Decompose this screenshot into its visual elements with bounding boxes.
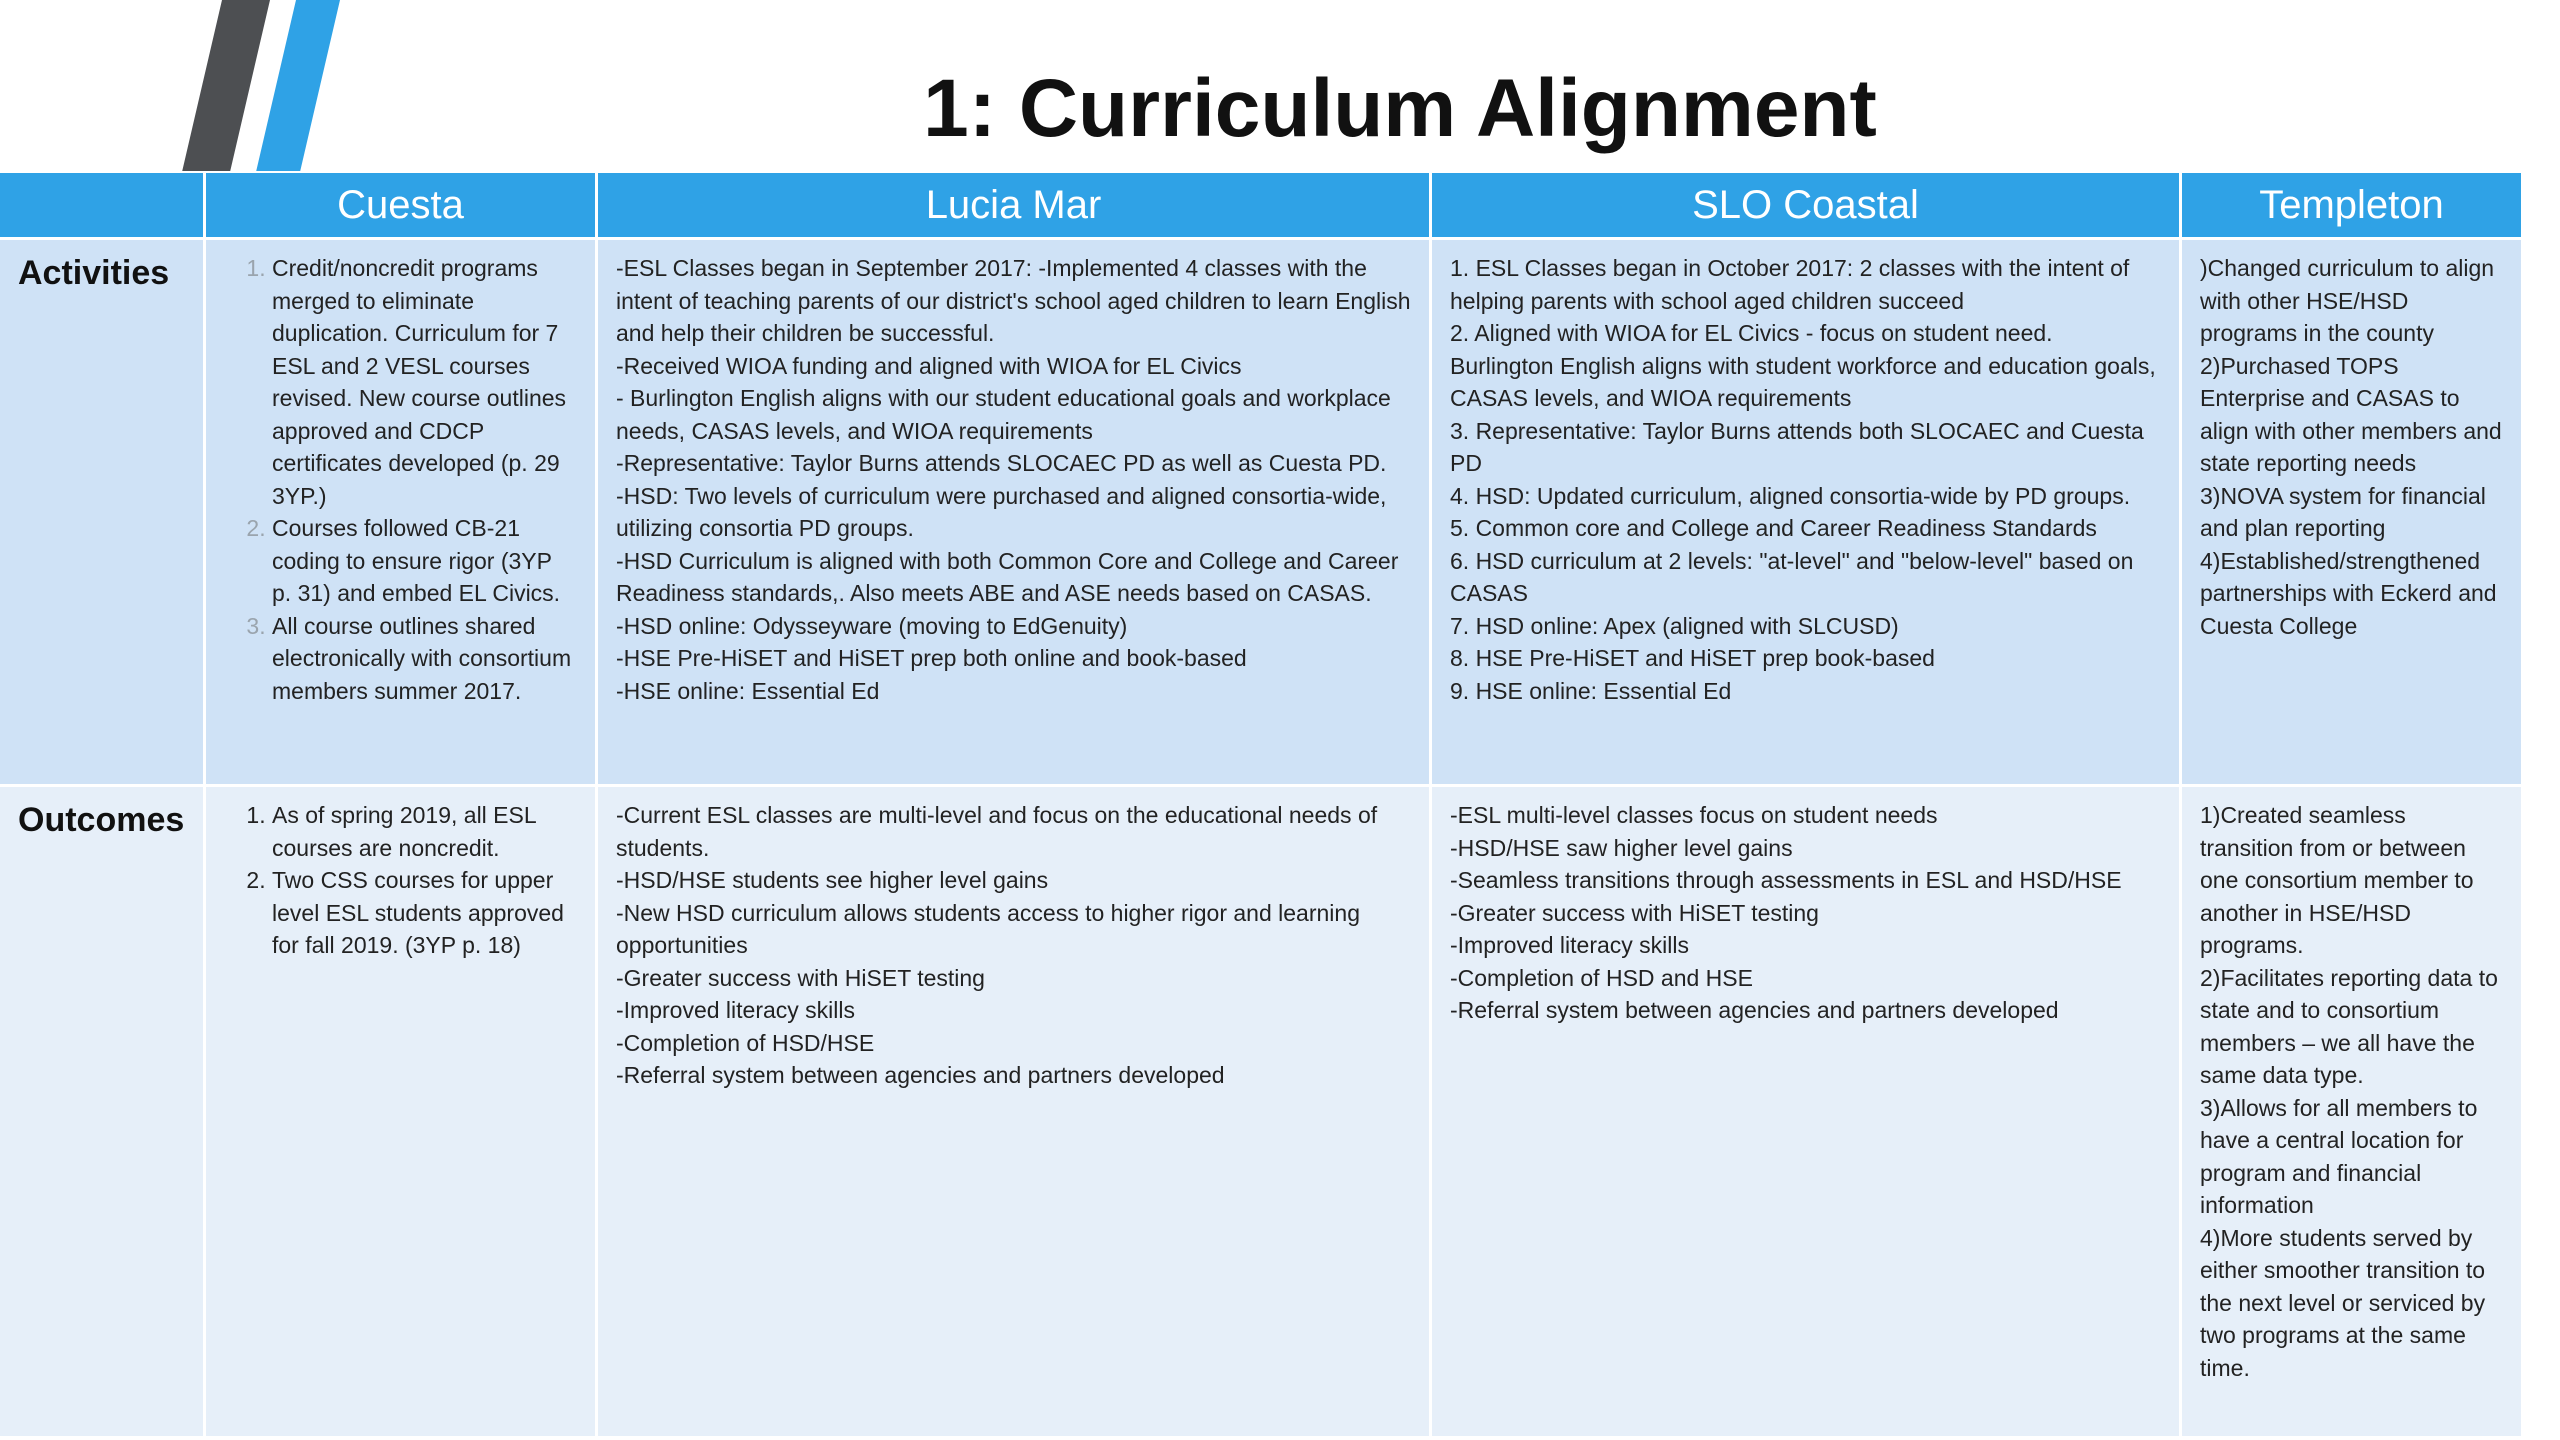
list-item: -Received WIOA funding and aligned with WIOA for EL Civics bbox=[616, 352, 1242, 379]
list-item: 4. HSD: Updated curriculum, aligned consortia-wide by PD groups. bbox=[1450, 482, 2131, 509]
row-label-activities: Activities bbox=[0, 240, 206, 787]
list-item: 3)Allows for all members to have a central location for program and financial information bbox=[2200, 1094, 2478, 1218]
header-cuesta: Cuesta bbox=[206, 171, 598, 240]
list-item: 2)Purchased TOPS Enterprise and CASAS to align with other members and state reporting needs bbox=[2200, 352, 2502, 476]
cell-outcomes-cuesta bbox=[206, 787, 598, 1439]
list-item: -Completion of HSD/HSE bbox=[616, 1029, 875, 1056]
list-item: -HSE online: Essential Ed bbox=[616, 677, 880, 704]
list-item: 6. HSD curriculum at 2 levels: "at-level" and "below-level" based on CASAS bbox=[1450, 547, 2134, 606]
list-item: 1. As of spring 2019, all ESL courses are noncredit. bbox=[272, 799, 577, 864]
list-item: -Completion of HSD and HSE bbox=[1450, 964, 1753, 991]
list-item: -ESL multi-level classes focus on student needs bbox=[1450, 802, 1938, 828]
cell-outcomes-lucia-mar bbox=[598, 787, 1432, 1439]
list-item: -HSD/HSE saw higher level gains bbox=[1450, 834, 1793, 861]
list-item: -Greater success with HiSET testing bbox=[616, 964, 985, 991]
list-item: 3. Representative: Taylor Burns attends both SLOCAEC and Cuesta PD bbox=[1450, 417, 2144, 476]
list-item: 9. HSE online: Essential Ed bbox=[1450, 677, 1732, 704]
curriculum-table bbox=[0, 171, 2521, 1439]
list-item: 3)NOVA system for financial and plan reporting bbox=[2200, 482, 2486, 541]
list-item: 7. HSD online: Apex (aligned with SLCUSD) bbox=[1450, 612, 1899, 639]
cell-activities-templeton bbox=[2182, 240, 2521, 787]
header-row bbox=[0, 171, 2521, 240]
list-item: - Burlington English aligns with our student educational goals and workplace needs, CASAS levels, and WIOA requirements bbox=[616, 385, 1391, 444]
blue-slanted-bar bbox=[256, 0, 340, 172]
list-item: -HSD Curriculum is aligned with both Common Core and College and Career Readiness standards,. Also meets ABE and ASE needs based on CASAS. bbox=[616, 547, 1399, 606]
dark-slanted-bar bbox=[182, 0, 270, 172]
header-lucia-mar: Lucia Mar bbox=[598, 171, 1432, 240]
list-item: -HSD: Two levels of curriculum were purchased and aligned consortia-wide, utilizing consortia PD groups. bbox=[616, 482, 1387, 541]
list-item: -Improved literacy skills bbox=[616, 997, 855, 1023]
list-item: -Improved literacy skills bbox=[1450, 932, 1689, 958]
list-item: -New HSD curriculum allows students access to higher rigor and learning opportunities bbox=[616, 899, 1360, 958]
list-item: 4)More students served by either smoother transition to the next level or serviced by two programs at the same time. bbox=[2200, 1224, 2486, 1381]
list-item: -HSD/HSE students see higher level gains bbox=[616, 867, 1049, 893]
list-item: 1. Credit/noncredit programs merged to eliminate duplication. Curriculum for 7 ESL and 2 VESL courses revised. New course outlines approved and CDCP certificates developed (p. 29 3YP.) bbox=[272, 252, 577, 512]
cell-outcomes-slo-coastal bbox=[1432, 787, 2182, 1439]
cell-activities-lucia-mar bbox=[598, 240, 1432, 787]
list-item: 2. Aligned with WIOA for EL Civics - focus on student need. Burlington English aligns with student workforce and education goals, CASAS levels, and WIOA requirements bbox=[1450, 320, 2156, 411]
list-item: 2. Two CSS courses for upper level ESL students approved for fall 2019. (3YP p. 18) bbox=[272, 864, 577, 962]
list-item: 5. Common core and College and Career Readiness Standards bbox=[1450, 515, 2097, 541]
cuesta-outcomes-list bbox=[224, 799, 577, 962]
header-templeton: Templeton bbox=[2182, 171, 2521, 240]
cell-activities-slo-coastal bbox=[1432, 240, 2182, 787]
list-item: 2)Facilitates reporting data to state and to consortium members – we all have the same data type. bbox=[2200, 964, 2498, 1088]
list-item: 1. ESL Classes began in October 2017: 2 classes with the intent of helping parents with school aged children succeed bbox=[1450, 255, 2130, 314]
list-item: 8. HSE Pre-HiSET and HiSET prep book-based bbox=[1450, 645, 1935, 671]
list-item: 1)Created seamless transition from or between one consortium member to another in HSE/HSD programs. bbox=[2200, 802, 2474, 958]
list-item: )Changed curriculum to align with other HSE/HSD programs in the county bbox=[2200, 255, 2495, 346]
list-item: -Representative: Taylor Burns attends SLOCAEC PD as well as Cuesta PD. bbox=[616, 450, 1387, 476]
cell-activities-cuesta bbox=[206, 240, 598, 787]
list-item: -Greater success with HiSET testing bbox=[1450, 899, 1819, 926]
list-item: -Seamless transitions through assessments in ESL and HSD/HSE bbox=[1450, 867, 2122, 893]
header-slo-coastal: SLO Coastal bbox=[1432, 171, 2182, 240]
cell-outcomes-templeton bbox=[2182, 787, 2521, 1439]
list-item: 2. Courses followed CB-21 coding to ensure rigor (3YP p. 31) and embed EL Civics. bbox=[272, 512, 577, 610]
list-item: -ESL Classes began in September 2017: -Implemented 4 classes with the intent of teaching parents of our district's school aged children to learn English and help their children be successful. bbox=[616, 255, 1411, 346]
list-item: -HSD online: Odysseyware (moving to EdGenuity) bbox=[616, 612, 1128, 639]
list-item: -HSE Pre-HiSET and HiSET prep both online and book-based bbox=[616, 645, 1247, 671]
cuesta-activities-list bbox=[224, 252, 577, 707]
activities-row bbox=[0, 240, 2521, 787]
page-title: 1: Curriculum Alignment bbox=[923, 63, 1877, 154]
decorative-slanted-bars bbox=[0, 0, 400, 172]
list-item: -Referral system between agencies and partners developed bbox=[1450, 997, 2059, 1023]
list-item: 3. All course outlines shared electronically with consortium members summer 2017. bbox=[272, 610, 577, 708]
list-item: 4)Established/strengthened partnerships with Eckerd and Cuesta College bbox=[2200, 547, 2497, 639]
header-corner bbox=[0, 171, 206, 240]
list-item: -Current ESL classes are multi-level and focus on the educational needs of students. bbox=[616, 802, 1378, 861]
row-label-outcomes: Outcomes bbox=[0, 787, 206, 1439]
outcomes-row bbox=[0, 787, 2521, 1439]
list-item: -Referral system between agencies and partners developed bbox=[616, 1062, 1225, 1088]
